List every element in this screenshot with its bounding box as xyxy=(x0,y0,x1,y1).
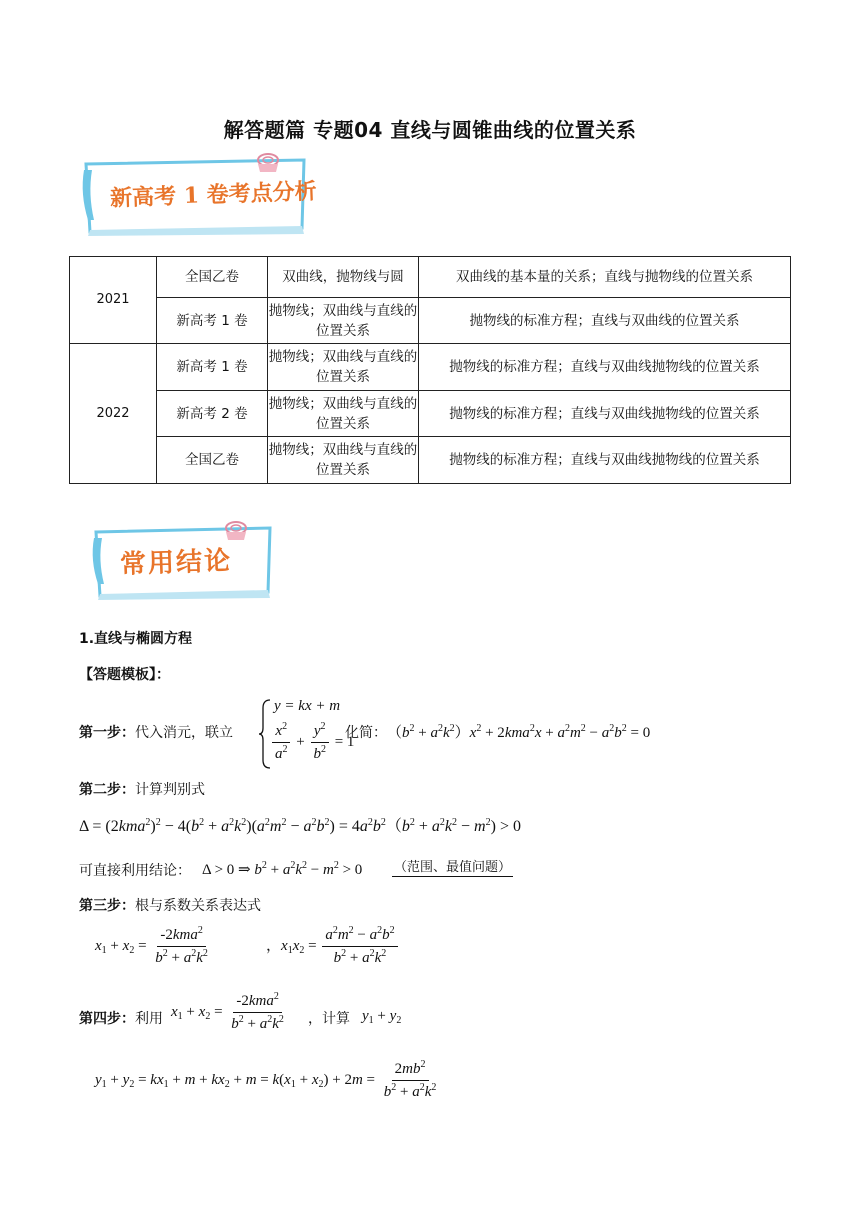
exam-table xyxy=(69,256,791,484)
step4-text-a: 利用 xyxy=(135,1011,163,1027)
paper-cell: 全国乙卷 xyxy=(157,257,268,298)
conclusion-eq: Δ > 0 ⇒ $b^2 + a^2k^2 - m^2 > 0$ xyxy=(202,860,363,878)
conclusion-banner xyxy=(90,520,274,598)
vieta-sum-eq: $x_1 + x_2$ = $\frac{-2kma^2}{b^2 + a^2k^2}$ xyxy=(95,925,208,966)
y-sum-eq: $y_1 + y_2 = kx_1 + m + kx_2 + m = k(x_1 + x_2) + 2m$ = $\frac{2mb^2}{b^2 + a^2k^2}$ xyxy=(95,1059,437,1100)
conclusion-label: 可直接利用结论： xyxy=(79,863,191,879)
vieta-product-eq: ，$x_1x_2$ = $\frac{a^2m^2 - a^2b^2}{b^2 + a^2k^2}$ xyxy=(266,926,400,967)
section-heading: 1.直线与椭圆方程 xyxy=(79,631,193,647)
topic-cell: 抛物线；双曲线与直线的位置关系 xyxy=(268,344,419,391)
content-cell: 双曲线的基本量的关系；直线与抛物线的位置关系 xyxy=(419,257,791,298)
step4-sum-eq: $x_1 + x_2$ = $\frac{-2kma^2}{b^2 + a^2k^2}$ xyxy=(171,991,284,1032)
template-label: 【答题模板】： xyxy=(79,667,170,683)
step1-text: 代入消元，联立 xyxy=(135,725,233,741)
step1-eq-line: y = kx + m xyxy=(274,698,341,714)
paper-cell: 全国乙卷 xyxy=(157,437,268,484)
document-title: 解答题篇 专题04 直线与圆锥曲线的位置关系 xyxy=(223,118,637,142)
step2-line xyxy=(79,779,205,799)
conclusion-note: （范围、最值问题） xyxy=(392,856,513,877)
step3-label: 第三步： xyxy=(79,898,135,914)
paper-cell: 新高考 1 卷 xyxy=(157,298,268,344)
step1-ellipse-eq: $\frac{x^2}{a^2}$ + $\frac{y^2}{b^2}$ = 1 xyxy=(270,722,354,763)
step4-text-b: ，计算 xyxy=(308,1011,350,1027)
conclusion-banner-text: 常用结论 xyxy=(119,546,233,580)
paper-cell: 新高考 2 卷 xyxy=(157,391,268,437)
topic-cell: 抛物线；双曲线与直线的位置关系 xyxy=(268,391,419,437)
step1-simplify-label: 化简： xyxy=(345,725,387,741)
step1-label: 第一步： xyxy=(79,725,135,741)
table-row xyxy=(70,257,791,298)
step2-text: 计算判别式 xyxy=(135,782,205,798)
step1-simplified-eq: $(b^2 + a^2k^2)x^2 + 2kma^2x + a^2m^2 - a^2b^2 = 0$ xyxy=(387,723,651,741)
content-cell: 抛物线的标准方程；直线与双曲线抛物线的位置关系 xyxy=(419,437,791,484)
year-cell: 2021 xyxy=(70,257,157,344)
step3-line xyxy=(79,895,261,915)
step3-text: 根与系数关系表达式 xyxy=(135,898,261,914)
step1-line xyxy=(79,722,233,742)
analysis-banner-text: 新高考 1 卷考点分析 xyxy=(109,178,318,212)
step4-label: 第四步： xyxy=(79,1011,135,1027)
topic-cell: 双曲线，抛物线与圆 xyxy=(268,257,419,298)
topic-cell: 抛物线；双曲线与直线的位置关系 xyxy=(268,437,419,484)
step4-target: $y_1 + y_2$ xyxy=(362,1008,402,1026)
step2-label: 第二步： xyxy=(79,782,135,798)
table-row xyxy=(70,437,791,484)
table-row xyxy=(70,344,791,391)
paper-cell: 新高考 1 卷 xyxy=(157,344,268,391)
step4-line xyxy=(79,1008,163,1028)
table-row xyxy=(70,298,791,344)
discriminant-eq: $\Delta = (2kma^2)^2 - 4(b^2 + a^2k^2)(a^2m^2 - a^2b^2) = 4a^2b^2(b^2 + a^2k^2 - m^2) > 0$ xyxy=(79,817,521,835)
content-cell: 抛物线的标准方程；直线与双曲线抛物线的位置关系 xyxy=(419,344,791,391)
year-cell: 2022 xyxy=(70,344,157,484)
table-row xyxy=(70,391,791,437)
content-cell: 抛物线的标准方程；直线与双曲线抛物线的位置关系 xyxy=(419,391,791,437)
analysis-banner xyxy=(80,150,318,228)
content-cell: 抛物线的标准方程；直线与双曲线的位置关系 xyxy=(419,298,791,344)
topic-cell: 抛物线；双曲线与直线的位置关系 xyxy=(268,298,419,344)
